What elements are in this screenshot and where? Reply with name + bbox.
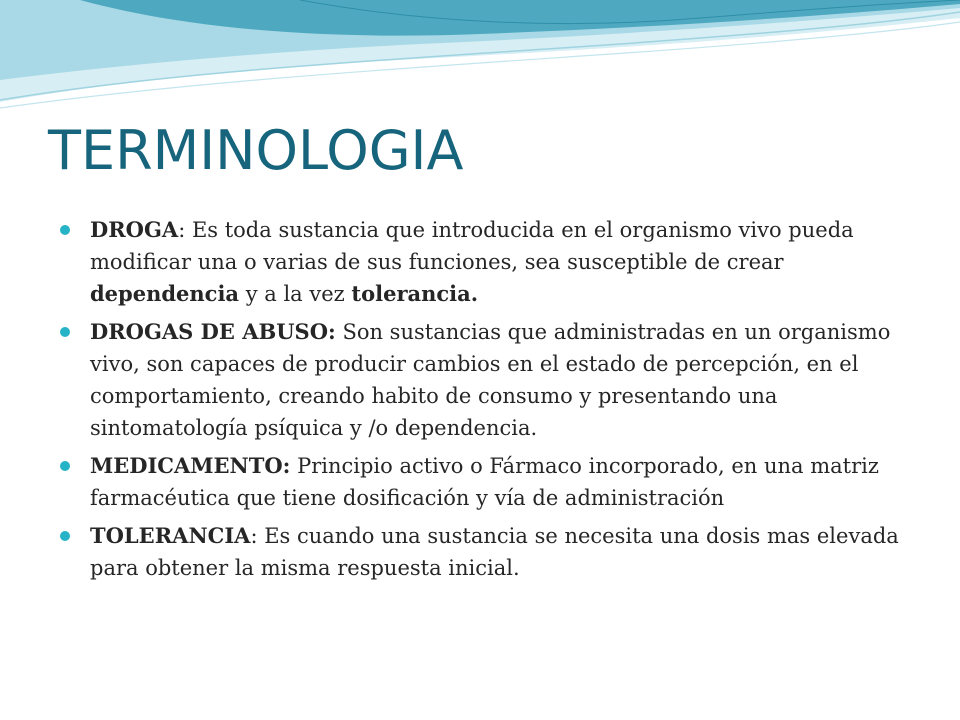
wave-decoration-icon xyxy=(0,0,960,120)
definition-text: Son sustancias que administradas en un organismo vivo, son capaces de producir cambios en el estado de percepción, en el comportamiento, creando habito de consumo y presentando una sintomatología psíquica y /o dependencia. xyxy=(90,320,891,440)
list-item-drogas-de-abuso xyxy=(58,316,918,444)
list-item-droga xyxy=(58,214,918,310)
list-item-tolerancia xyxy=(58,520,918,584)
definition-text: Principio activo o Fármaco incorporado, en una matriz farmacéutica que tiene dosificación y vía de administración xyxy=(90,454,879,510)
slide-title: TERMINOLOGIA xyxy=(48,119,464,182)
list-item-medicamento xyxy=(58,450,918,514)
bullet-dot-icon xyxy=(60,461,70,471)
emphasis-dependencia: dependencia xyxy=(90,281,240,306)
bullet-dot-icon xyxy=(60,327,70,337)
term-medicamento: MEDICAMENTO: xyxy=(90,453,291,478)
emphasis-tolerancia: tolerancia. xyxy=(351,281,479,306)
term-drogas-de-abuso: DROGAS DE ABUSO: xyxy=(90,319,336,344)
term-separator: : xyxy=(178,218,186,242)
bullet-dot-icon xyxy=(60,225,70,235)
definition-list xyxy=(58,214,918,590)
definition-text: y a la vez xyxy=(239,282,352,306)
bullet-dot-icon xyxy=(60,531,70,541)
definition-text: Es toda sustancia que introducida en el organismo vivo pueda modificar una o varias de sus funciones, sea susceptible de crear xyxy=(90,218,854,274)
term-tolerancia: TOLERANCIA xyxy=(90,523,251,548)
definition-text: : Es cuando una sustancia se necesita una dosis mas elevada para obtener la misma respuesta inicial. xyxy=(90,524,899,580)
term-droga: DROGA xyxy=(90,217,179,242)
